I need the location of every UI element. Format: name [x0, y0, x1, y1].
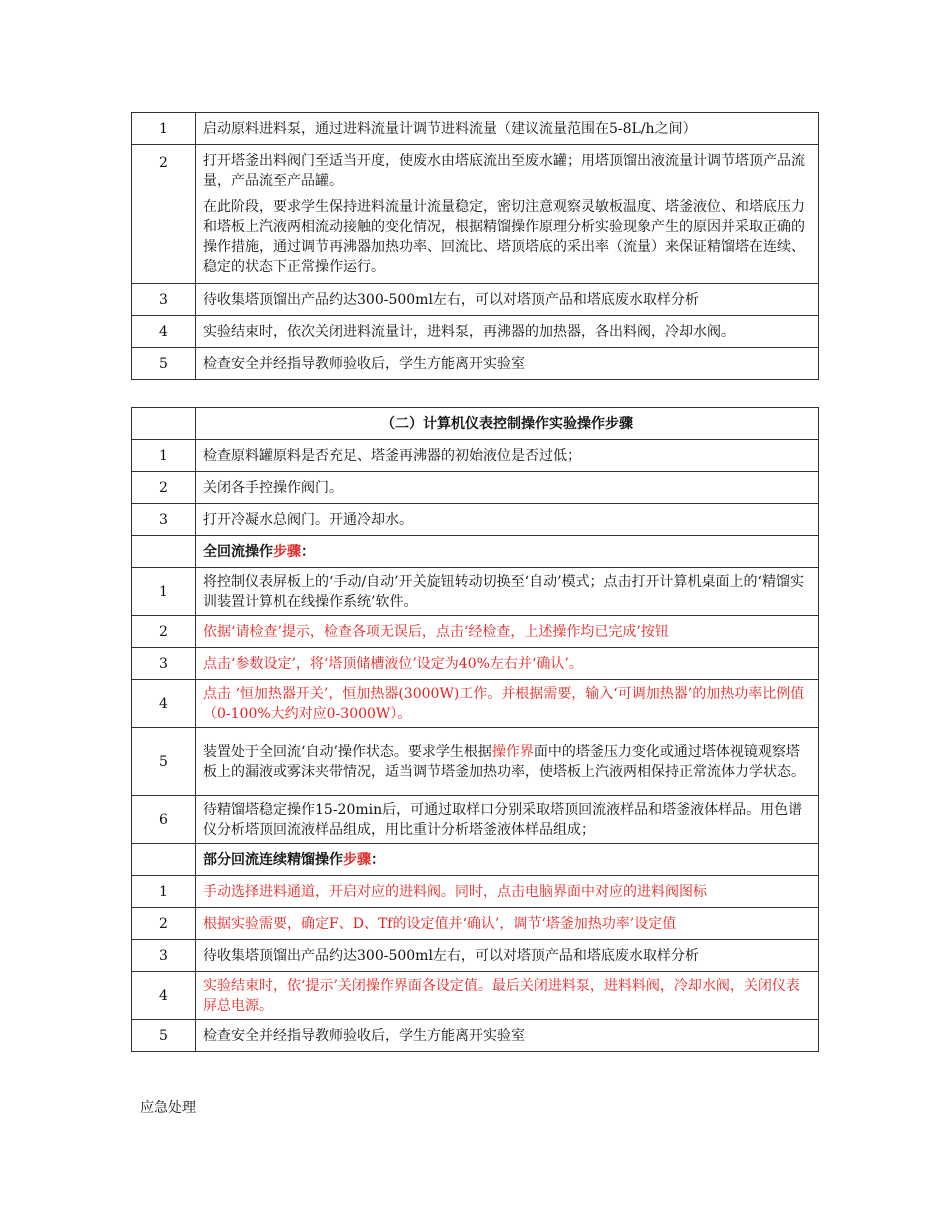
table-title: （二）计算机仪表控制操作实验操作步骤: [196, 408, 819, 440]
section-heading-emergency: 应急处理: [140, 1100, 196, 1116]
section-header-row: [132, 536, 819, 568]
step-number: 1: [132, 568, 196, 616]
step-text: 启动原料进料泵，通过进料流量计调节进料流量（建议流量范围在5-8L/h之间）: [196, 113, 819, 145]
step-text: 装置处于全回流‘自动’操作状态。要求学生根据操作界面中的塔釜压力变化或通过塔体视镜观察塔板上的漏液或雾沫夹带情况，适当调节塔釜加热功率，使塔板上汽液两相保持正常流体力学状态。: [196, 728, 819, 796]
step-text: 检查安全并经指导教师验收后，学生方能离开实验室: [196, 348, 819, 380]
computer-control-steps-table: [131, 407, 819, 1052]
table-row: [132, 568, 819, 616]
step-number: 1: [132, 113, 196, 145]
table-row: [132, 972, 819, 1020]
step-text: 点击 ‘恒加热器开关’，恒加热器(3000W)工作。并根据需要，输入‘可调加热器’的加热功率比例值（0-100%大约对应0-3000W）。: [196, 680, 819, 728]
table-row: [132, 113, 819, 145]
step-number: 2: [132, 908, 196, 940]
section-title-partial-reflux: 部分回流连续精馏操作步骤：: [196, 844, 819, 876]
step-text: 关闭各手控操作阀门。: [196, 472, 819, 504]
step-text: 打开塔釜出料阀门至适当开度，使废水由塔底流出至废水罐；用塔顶馏出液流量计调节塔顶产品流量，产品流至产品罐。: [203, 153, 805, 189]
step-text: 实验结束时，依次关闭进料流量计，进料泵，再沸器的加热器，各出料阀，冷却水阀。: [196, 316, 819, 348]
step-note: 在此阶段，要求学生保持进料流量计流量稳定，密切注意观察灵敏板温度、塔釜液位、和塔底压力和塔板上汽液两相流动接触的变化情况，根据精馏操作原理分析实验现象产生的原因并采取正确的操作措施，通过调节再沸器加热功率、回流比、塔顶塔底的采出率（流量）来保证精馏塔在连续、稳定的状态下正常操作运行。: [203, 199, 805, 275]
step-number: 2: [132, 616, 196, 648]
table-row: [132, 648, 819, 680]
section-title-full-reflux: 全回流操作步骤：: [196, 536, 819, 568]
step-text: 待收集塔顶馏出产品约达300-500ml左右，可以对塔顶产品和塔底废水取样分析: [196, 940, 819, 972]
table-row: [132, 680, 819, 728]
table-row: [132, 348, 819, 380]
table-row: [132, 940, 819, 972]
step-text: 打开冷凝水总阀门。开通冷却水。: [196, 504, 819, 536]
step-number: 3: [132, 648, 196, 680]
step-number: 6: [132, 796, 196, 844]
table-row: [132, 145, 819, 284]
table-row: [132, 876, 819, 908]
step-text: 将控制仪表屏板上的‘手动/自动’开关旋钮转动切换至‘自动’模式；点击打开计算机桌面上的‘精馏实训装置计算机在线操作系统’软件。: [196, 568, 819, 616]
table-row: [132, 472, 819, 504]
step-number: 1: [132, 876, 196, 908]
step-number: 3: [132, 284, 196, 316]
step-text: 根据实验需要，确定F、D、Tf的设定值并‘确认’，调节‘塔釜加热功率’设定值: [196, 908, 819, 940]
step-number: 1: [132, 440, 196, 472]
table-title-row: [132, 408, 819, 440]
table-row: [132, 728, 819, 796]
step-number: 3: [132, 504, 196, 536]
step-number: 5: [132, 1020, 196, 1052]
step-text: 待收集塔顶馏出产品约达300-500ml左右，可以对塔顶产品和塔底废水取样分析: [196, 284, 819, 316]
table-row: [132, 504, 819, 536]
step-text: 依据‘请检查’提示，检查各项无误后，点击‘经检查，上述操作均已完成’按钮: [196, 616, 819, 648]
step-text: 待精馏塔稳定操作15-20min后，可通过取样口分别采取塔顶回流液样品和塔釜液体样品。用色谱仪分析塔顶回流液样品组成，用比重计分析塔釜液体样品组成；: [196, 796, 819, 844]
continuous-steps-table: [131, 112, 819, 380]
step-text: 检查安全并经指导教师验收后，学生方能离开实验室: [196, 1020, 819, 1052]
step-text: 检查原料罐原料是否充足、塔釜再沸器的初始液位是否过低；: [196, 440, 819, 472]
table-row: [132, 284, 819, 316]
step-number: 5: [132, 728, 196, 796]
step-text: 点击‘参数设定’，将‘塔顶储槽液位’设定为40%左右并‘确认’。: [196, 648, 819, 680]
step-number: 4: [132, 680, 196, 728]
step-number: 2: [132, 472, 196, 504]
table-row: [132, 908, 819, 940]
table-row: [132, 316, 819, 348]
step-number: 4: [132, 316, 196, 348]
step-text: 手动选择进料通道，开启对应的进料阀。同时，点击电脑界面中对应的进料阀图标: [196, 876, 819, 908]
table-row: [132, 1020, 819, 1052]
table-row: [132, 616, 819, 648]
step-number: 3: [132, 940, 196, 972]
section-header-row: [132, 844, 819, 876]
step-text: 实验结束时，依‘提示’关闭操作界面各设定值。最后关闭进料泵，进料料阀，冷却水阀，关闭仪表屏总电源。: [196, 972, 819, 1020]
table-row: [132, 796, 819, 844]
step-number: 4: [132, 972, 196, 1020]
table-row: [132, 440, 819, 472]
step-number: 2: [132, 145, 196, 284]
step-number: 5: [132, 348, 196, 380]
